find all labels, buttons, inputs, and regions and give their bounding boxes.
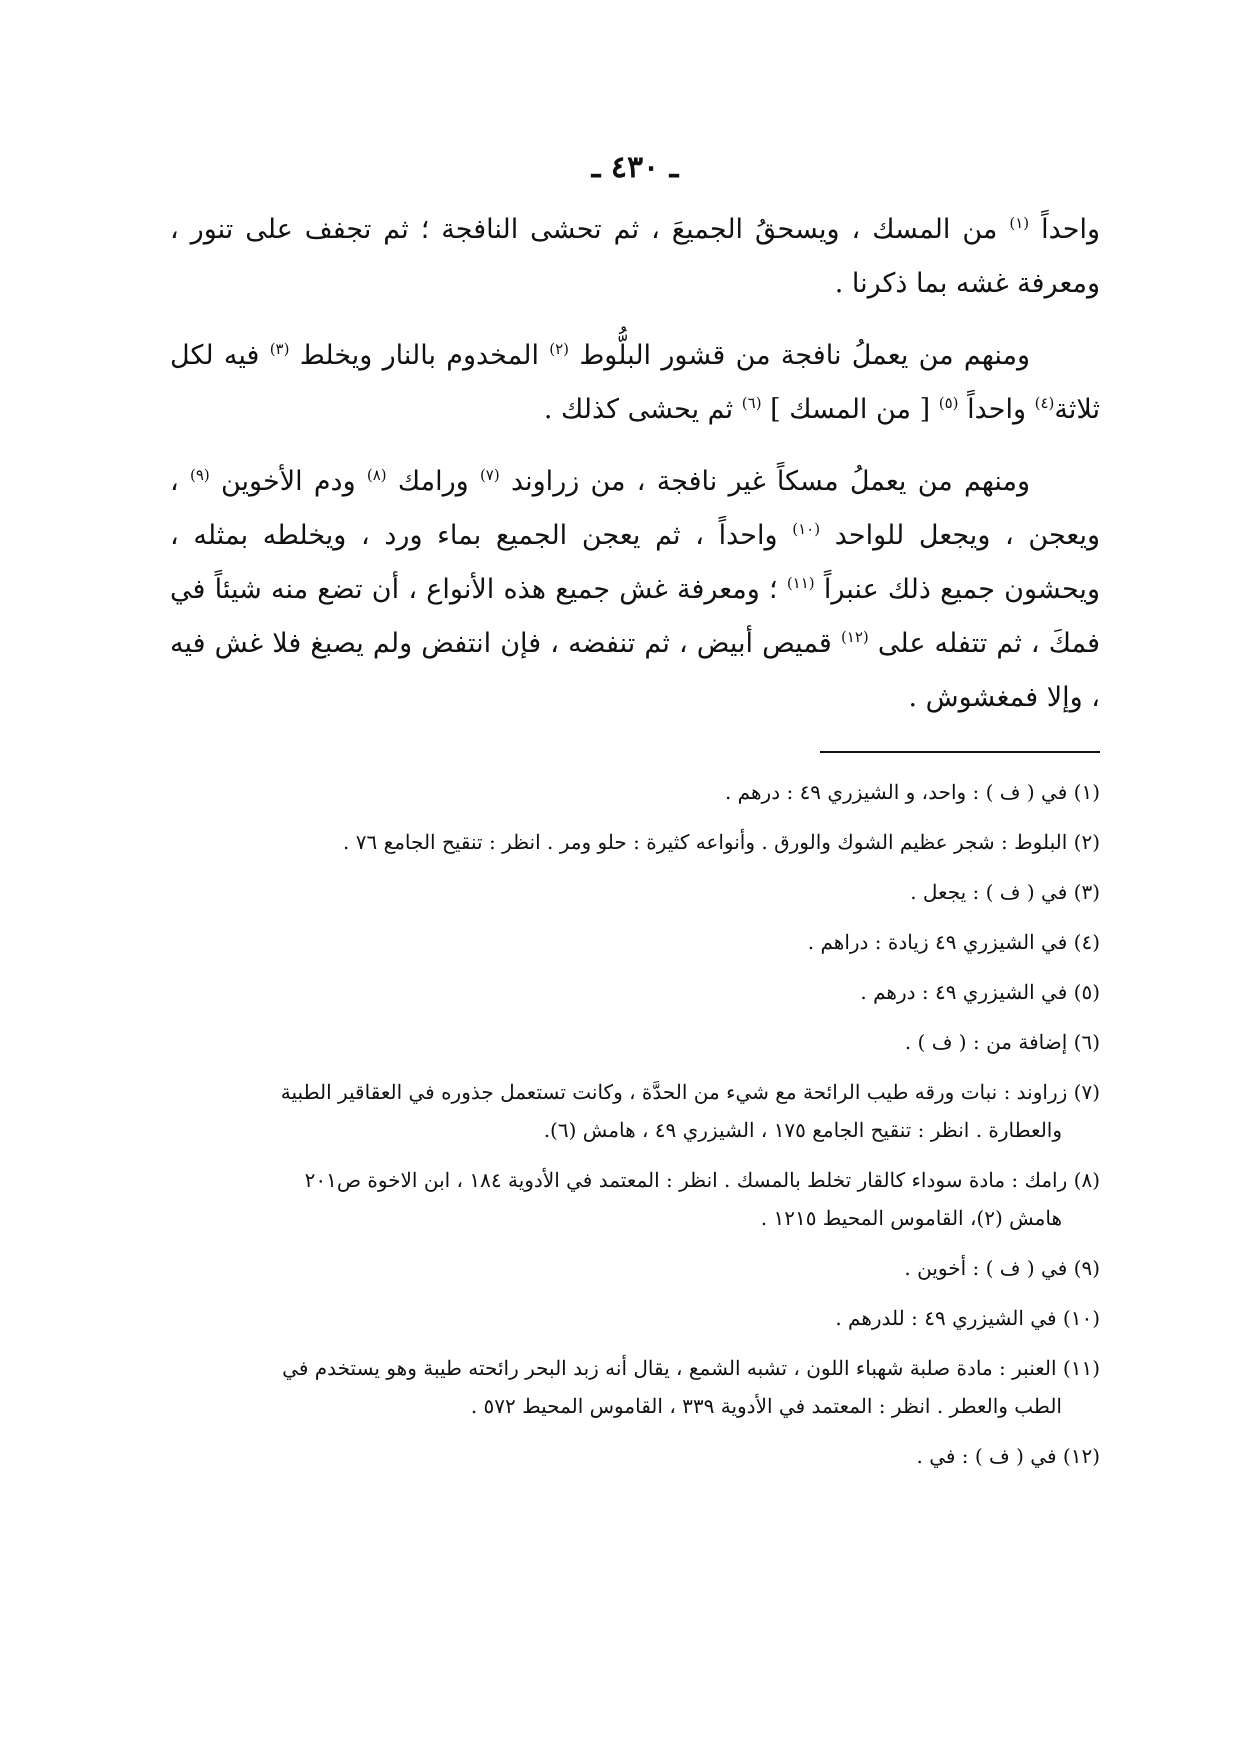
footnote-line: (١٠) في الشيزري ٤٩ : للدرهم . [835, 1306, 1100, 1330]
footnote-line: الطب والعطر . انظر : المعتمد في الأدوية ٣٣٩ ، القاموس المحيط ٥٧٢ . [470, 1394, 1062, 1418]
footnote-line: (٣) في ( ف ) : يجعل . [910, 880, 1100, 904]
footnote-line: (٤) في الشيزري ٤٩ زيادة : دراهم . [807, 930, 1100, 954]
footnote-item [170, 1023, 1100, 1061]
footnote-item [170, 923, 1100, 961]
paragraph-text: ورامك [386, 466, 480, 497]
footnote-item [170, 1073, 1100, 1149]
footnote-ref: (٨) [366, 466, 387, 484]
paragraph-text: قميص أبيض ، ثم تنفضه ، فإن انتفض ولم يصبغ فلا غش فيه ، وإلا فمغشوش . [170, 628, 1100, 713]
footnote-item [170, 1249, 1100, 1287]
footnote-ref: (٦) [741, 394, 762, 412]
footnote-item [170, 1299, 1100, 1337]
footnote-separator [820, 751, 1100, 753]
paragraph-text: من المسك ، ويسحقُ الجميعَ ، ثم تحشى النافجة ؛ ثم تجفف على تنور ، ومعرفة غشه بما ذكرنا . [170, 214, 1100, 299]
paragraph-2 [170, 329, 1100, 437]
footnote-ref: (١١) [786, 574, 815, 592]
footnote-line: (٧) زراوند : نبات ورقه طيب الرائحة مع شيء من الحدَّة ، وكانت تستعمل جذوره في العقاقير الطبية [280, 1080, 1100, 1104]
paragraph-text: ودم الأخوين [209, 466, 367, 497]
paragraph-text: [ من المسك ] [761, 394, 939, 425]
footnote-item [170, 823, 1100, 861]
footnote-line: (١) في ( ف ) : واحد، و الشيزري ٤٩ : درهم . [724, 780, 1100, 804]
footnotes-list [170, 773, 1100, 1475]
paragraph-3 [170, 455, 1100, 725]
paragraph-1 [170, 203, 1100, 311]
paragraph-text: واحداً [958, 394, 1035, 425]
footnote-item [170, 1437, 1100, 1475]
footnote-ref: (٥) [938, 394, 959, 412]
paragraph-text: ومنهم من يعملُ نافجة من قشور البلُّوط [569, 340, 1030, 371]
footnote-item [170, 873, 1100, 911]
page-number: ـ ٤٣٠ ـ [591, 150, 679, 185]
footnote-line: (٦) إضافة من : ( ف ) . [904, 1030, 1100, 1054]
paragraph-text: ثم يحشى كذلك . [543, 394, 742, 425]
footnote-ref: (١) [1009, 214, 1030, 232]
footnote-line: (١١) العنبر : مادة صلبة شهباء اللون ، تشبه الشمع ، يقال أنه زبد البحر رائحته طيبة وهو يستخدم في [282, 1356, 1100, 1380]
footnote-line: (١٢) في ( ف ) : في . [916, 1444, 1100, 1468]
footnote-item [170, 1349, 1100, 1425]
footnote-item [170, 773, 1100, 811]
document-page [170, 150, 1100, 1487]
footnote-ref: (٩) [189, 466, 210, 484]
footnote-ref: (١٠) [792, 520, 821, 538]
footnote-line: (٨) رامك : مادة سوداء كالقار تخلط بالمسك . انظر : المعتمد في الأدوية ١٨٤ ، ابن الاخوة ص٢٠١ [304, 1168, 1100, 1192]
footnote-line: (٢) البلوط : شجر عظيم الشوك والورق . وأنواعه كثيرة : حلو ومر . انظر : تنقيح الجامع ٧٦ . [343, 830, 1100, 854]
footnote-line: هامش (٢)، القاموس المحيط ١٢١٥ . [760, 1206, 1062, 1230]
paragraph-text: ؛ ومعرفة غش جميع هذه الأنواع ، أن تضع منه شيئاً في فمكَ ، ثم تتفله على [170, 574, 1100, 659]
footnote-ref: (٤) [1034, 394, 1055, 412]
footnote-line: (٩) في ( ف ) : أخوين . [904, 1256, 1100, 1280]
footnote-ref: (٢) [549, 340, 570, 358]
footnote-ref: (٣) [269, 340, 290, 358]
paragraph-text: ومنهم من يعملُ مسكاً غير نافجة ، من زراوند [499, 466, 1031, 497]
paragraph-text: المخدوم بالنار ويخلط [289, 340, 550, 371]
footnote-ref: (١٢) [840, 628, 869, 646]
footnote-line: (٥) في الشيزري ٤٩ : درهم . [860, 980, 1100, 1004]
paragraph-text: ، ويعجن ، ويجعل للواحد [170, 466, 1100, 551]
footnote-item [170, 1161, 1100, 1237]
footnote-line: والعطارة . انظر : تنقيح الجامع ١٧٥ ، الشيزري ٤٩ ، هامش (٦). [543, 1118, 1062, 1142]
footnote-ref: (٧) [479, 466, 500, 484]
main-text [170, 203, 1100, 725]
paragraph-text: فيه لكل ثلاثة [170, 340, 1100, 425]
footnote-item [170, 973, 1100, 1011]
paragraph-text: واحداً ، ثم يعجن الجميع بماء ورد ، ويخلطه بمثله ، ويحشون جميع ذلك عنبراً [170, 520, 1100, 605]
paragraph-text: واحداً [1029, 214, 1100, 245]
